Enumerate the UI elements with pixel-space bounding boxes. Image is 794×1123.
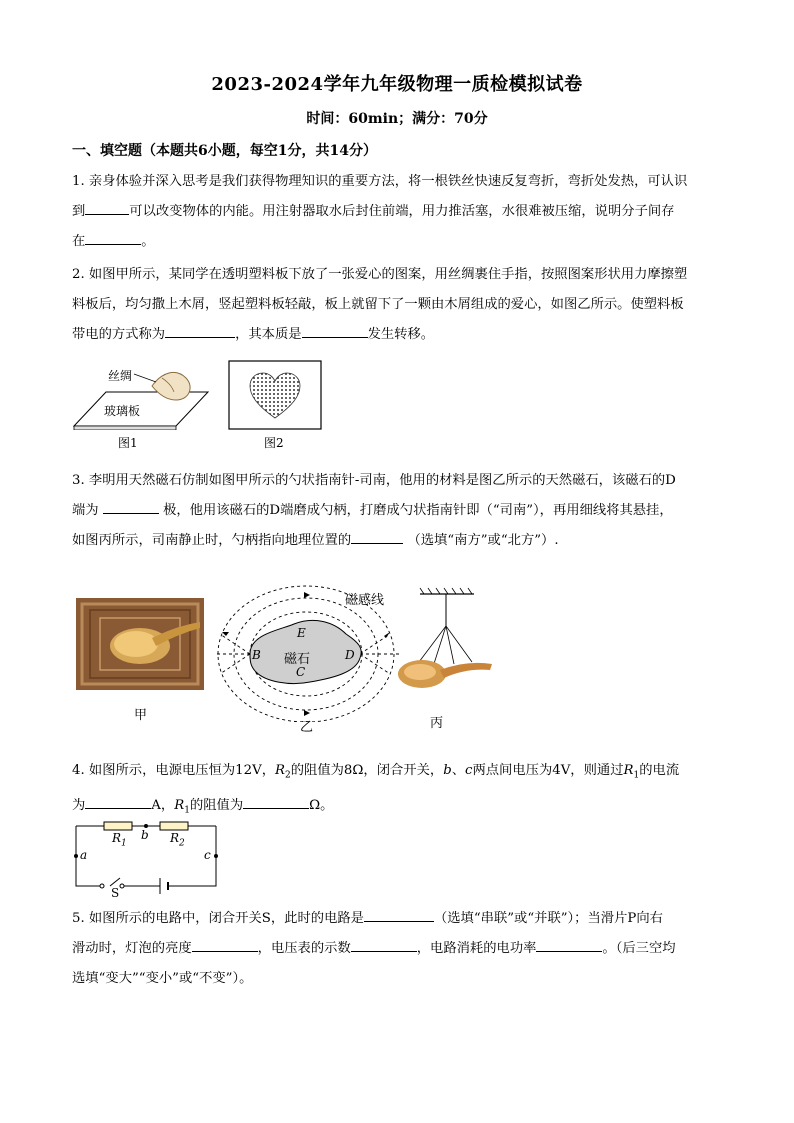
answer-blank[interactable] (243, 794, 309, 809)
label-r2: $R_2$ (170, 831, 185, 849)
answer-blank[interactable] (302, 323, 368, 338)
label-r1: $R_1$ (112, 831, 127, 849)
answer-blank[interactable] (351, 529, 403, 544)
figure-bing-suspended-spoon (392, 586, 496, 694)
exam-info: 时间：60min；满分：70分 (306, 111, 488, 127)
q1-line-1: 1. 亲身体验并深入思考是我们获得物理知识的重要方法，将一根铁丝快速反复弯折，弯折处发热，可认识 (72, 174, 688, 189)
figure-2-heart (228, 360, 322, 430)
figure-1-glass-plate (72, 360, 212, 430)
q2-line-3: 带电的方式称为 ，其本质是 发生转移。 (72, 320, 724, 350)
point-b: B (252, 648, 261, 662)
answer-blank[interactable] (85, 200, 129, 215)
answer-blank[interactable] (364, 907, 434, 922)
answer-blank[interactable] (536, 937, 602, 952)
answer-blank[interactable] (103, 499, 159, 514)
q1-line-3: 在 。 (72, 227, 724, 257)
point-e: E (297, 626, 306, 640)
q3-line-3: 如图丙所示，司南静止时，勺柄指向地理位置的 （选填“南方”或“北方”）. (72, 526, 724, 556)
answer-blank[interactable] (192, 937, 258, 952)
figure-2-caption: 图2 (264, 436, 284, 450)
label-glass-plate: 玻璃板 (104, 404, 141, 418)
q2-line-1: 2. 如图甲所示，某同学在透明塑料板下放了一张爱心的图案，用丝绸裹住手指，按照图案形状用力摩擦塑 (72, 267, 688, 282)
page-title: 2023-2024学年九年级物理一质检模拟试卷 (211, 74, 583, 95)
q4-line-1: 4. 如图所示，电源电压恒为12V，$R_2$的阻值为8Ω，闭合开关，b、c两点间电压为4V，则通过$R_1$的电流 (72, 763, 680, 781)
answer-blank[interactable] (351, 937, 417, 952)
label-switch-s: S (111, 886, 120, 900)
question-1 (72, 167, 724, 257)
q5-line-2: 滑动时，灯泡的亮度 ，电压表的示数 ，电路消耗的电功率 。（后三空均 (72, 934, 724, 964)
q5-line-3: 选填“变大”“变小”或“不变”）。 (72, 971, 253, 986)
q5-line-1: 5. 如图所示的电路中，闭合开关S，此时的电路是 （选填“串联”或“并联”）；当滑片P向右 (72, 904, 724, 934)
q2-line-2: 料板后，均匀撒上木屑，竖起塑料板轻敲，板上就留下了一颗由木屑组成的爱心，如图乙所示。使塑料板 (72, 297, 684, 312)
q3-line-1: 3. 李明用天然磁石仿制如图甲所示的勺状指南针-司南，他用的材料是图乙所示的天然磁石，该磁石的D (72, 473, 676, 488)
point-d: D (345, 648, 355, 662)
label-silk: 丝绸 (108, 369, 133, 383)
caption-yi: 乙 (300, 720, 314, 735)
answer-blank[interactable] (85, 230, 141, 245)
figure-jia-sinan (76, 598, 204, 690)
figure-1-caption: 图1 (118, 436, 138, 450)
question-5 (72, 904, 724, 994)
label-lodestone: 磁石 (284, 652, 311, 667)
label-b: b (141, 828, 149, 842)
answer-blank[interactable] (85, 794, 151, 809)
question-2 (72, 260, 724, 350)
answer-blank[interactable] (165, 323, 235, 338)
label-c: c (204, 848, 211, 862)
caption-jia: 甲 (134, 708, 148, 723)
question-4 (72, 756, 724, 825)
q1-line-2: 到 可以改变物体的内能。用注射器取水后封住前端，用力推活塞，水很难被压缩，说明分子间存 (72, 197, 724, 227)
section-heading: 一、填空题（本题共6小题，每空1分，共14分） (72, 143, 377, 159)
label-a: a (80, 848, 88, 862)
point-c: C (296, 665, 306, 679)
q3-line-2: 端为 极，他用该磁石的D端磨成勺柄，打磨成勺状指南针即（“司南”），再用细线将其悬挂， (72, 496, 724, 526)
q4-line-2: 为 A，$R_1$的阻值为 Ω。 (72, 791, 724, 826)
question-3 (72, 466, 724, 556)
label-field-lines: 磁感线 (345, 593, 385, 608)
caption-bing: 丙 (430, 716, 444, 731)
